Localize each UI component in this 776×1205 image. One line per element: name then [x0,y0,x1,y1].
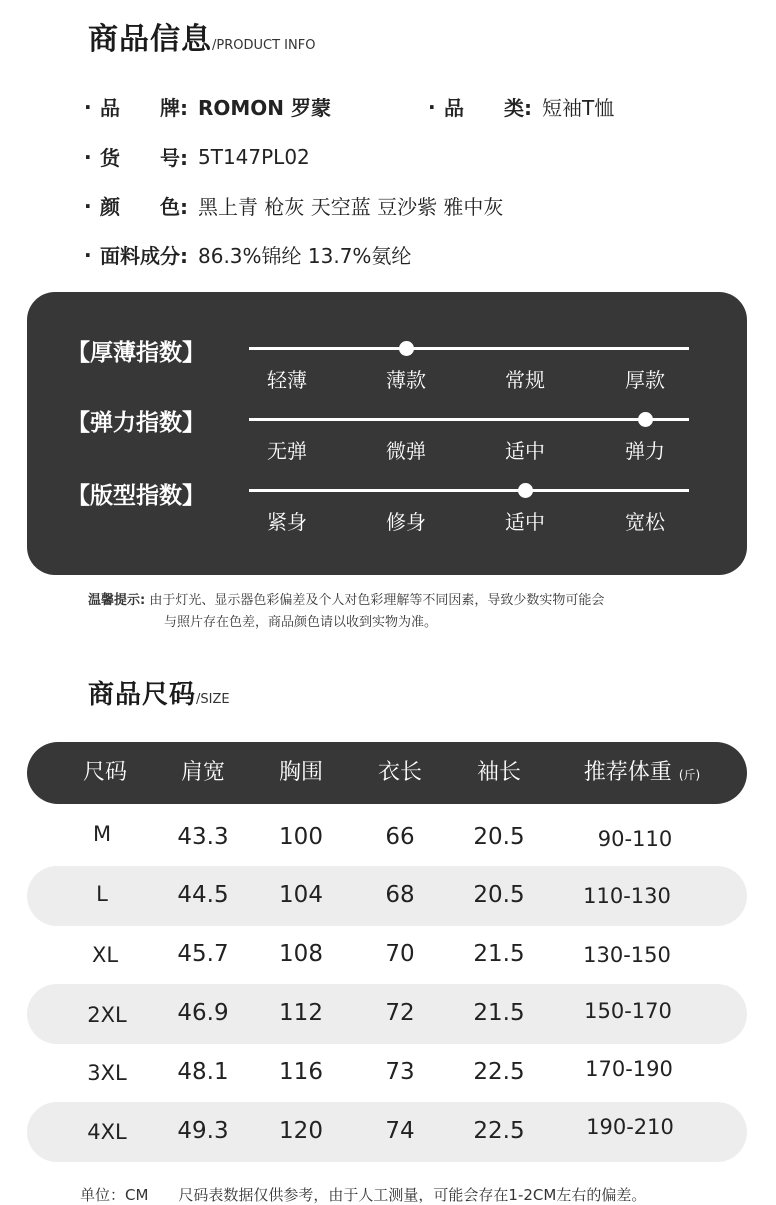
elasticity-index-title: 【弹力指数】 [67,410,205,436]
tip-line-2: 与照片存在色差，商品颜色请以收到实物为准。 [164,615,438,630]
length-cell: 70 [385,941,415,967]
size-footnote: 单位：CM 尺码表数据仅供参考，由于人工测量，可能会存在1-2CM左右的偏差。 [80,1186,647,1204]
sleeve-cell: 21.5 [473,1000,525,1026]
size-subtitle: /SIZE [196,692,230,707]
chest-cell: 112 [279,1000,323,1026]
category-value: 短袖T恤 [542,96,615,120]
weight-cell: 130-150 [583,943,671,967]
elasticity-level: 微弹 [386,439,426,463]
product-info-heading [88,14,315,58]
length-cell: 66 [385,824,415,850]
sleeve-cell: 20.5 [473,824,525,850]
chest-cell: 100 [279,824,323,850]
size-table-header [27,742,747,804]
shoulder-cell: 48.1 [177,1059,229,1085]
index-panel [27,292,747,575]
weight-label: 推荐体重 [583,760,672,785]
length-cell: 74 [385,1118,415,1144]
elasticity-level: 弹力 [625,439,665,463]
thickness-index-title: 【厚薄指数】 [67,340,205,366]
size-cell: 4XL [87,1120,127,1144]
shoulder-cell: 43.3 [177,824,229,850]
shoulder-cell: 45.7 [177,941,229,967]
size-heading [88,674,230,711]
size-cell: XL [91,943,119,967]
bullet: · [84,193,92,218]
product-info-title: 商品信息 [88,22,212,57]
brand-row [84,92,331,121]
sku-label: 货 号: [100,146,188,170]
length-cell: 72 [385,1000,415,1026]
sku-row [84,142,310,171]
sku-value: 5T147PL02 [198,144,310,169]
thickness-level: 轻薄 [267,368,307,392]
size-cell: M [92,822,112,846]
weight-cell: 170-190 [585,1057,673,1081]
fit-level: 紧身 [267,510,307,534]
bullet: · [84,144,92,169]
color-label: 颜 色: [100,195,188,219]
fabric-value: 86.3%锦纶 13.7%氨纶 [198,244,412,268]
size-cell: 2XL [87,1003,127,1027]
color-value: 黑上青 枪灰 天空蓝 豆沙紫 雅中灰 [198,195,504,219]
elasticity-scale-marker [638,412,653,427]
weight-unit: (斤) [678,768,701,782]
column-header-size: 尺码 [82,760,127,785]
bullet: · [84,242,92,267]
column-header-chest: 胸围 [278,760,323,785]
bullet: · [84,94,92,119]
fit-scale-line [249,489,689,492]
fabric-label: 面料成分: [100,244,188,268]
fit-level: 适中 [505,510,545,534]
category-label: 品 类: [444,96,532,120]
column-header-shoulder: 肩宽 [180,760,225,785]
column-header-length: 衣长 [377,760,422,785]
bullet: · [428,94,436,119]
chest-cell: 116 [279,1059,323,1085]
brand-value: ROMON 罗蒙 [198,96,332,120]
fit-index-title: 【版型指数】 [67,483,205,509]
column-header-weight [567,742,717,804]
fabric-row [84,240,411,269]
thickness-scale-marker [399,341,414,356]
sleeve-cell: 22.5 [473,1118,525,1144]
product-info-subtitle: /PRODUCT INFO [212,38,316,53]
thickness-scale-line [249,347,689,350]
size-cell: 3XL [87,1061,127,1085]
thickness-level: 薄款 [386,368,426,392]
chest-cell: 104 [279,882,323,908]
size-cell: L [96,882,108,906]
weight-cell: 190-210 [586,1115,674,1139]
tip-label: 温馨提示: [88,593,146,608]
weight-cell: 110-130 [583,884,671,908]
color-row [84,191,503,220]
category-row [428,92,614,121]
elasticity-level: 无弹 [267,439,307,463]
sleeve-cell: 20.5 [473,882,525,908]
chest-cell: 108 [279,941,323,967]
fit-scale-marker [518,483,533,498]
sleeve-cell: 21.5 [473,941,525,967]
shoulder-cell: 44.5 [177,882,229,908]
color-tip [88,590,604,634]
length-cell: 68 [385,882,415,908]
tip-line-1: 由于灯光、显示器色彩偏差及个人对色彩理解等不同因素，导致少数实物可能会 [149,593,605,608]
size-title: 商品尺码 [88,680,197,710]
thickness-level: 厚款 [625,368,665,392]
fit-level: 修身 [386,510,426,534]
sleeve-cell: 22.5 [473,1059,525,1085]
shoulder-cell: 49.3 [177,1118,229,1144]
brand-label: 品 牌: [100,96,188,120]
length-cell: 73 [385,1059,415,1085]
thickness-level: 常规 [505,368,545,392]
shoulder-cell: 46.9 [177,1000,229,1026]
weight-cell: 150-170 [584,999,672,1023]
weight-cell: 90-110 [597,827,673,851]
column-header-sleeve: 袖长 [476,760,521,785]
chest-cell: 120 [279,1118,323,1144]
elasticity-level: 适中 [505,439,545,463]
fit-level: 宽松 [625,510,665,534]
elasticity-scale-line [249,418,689,421]
